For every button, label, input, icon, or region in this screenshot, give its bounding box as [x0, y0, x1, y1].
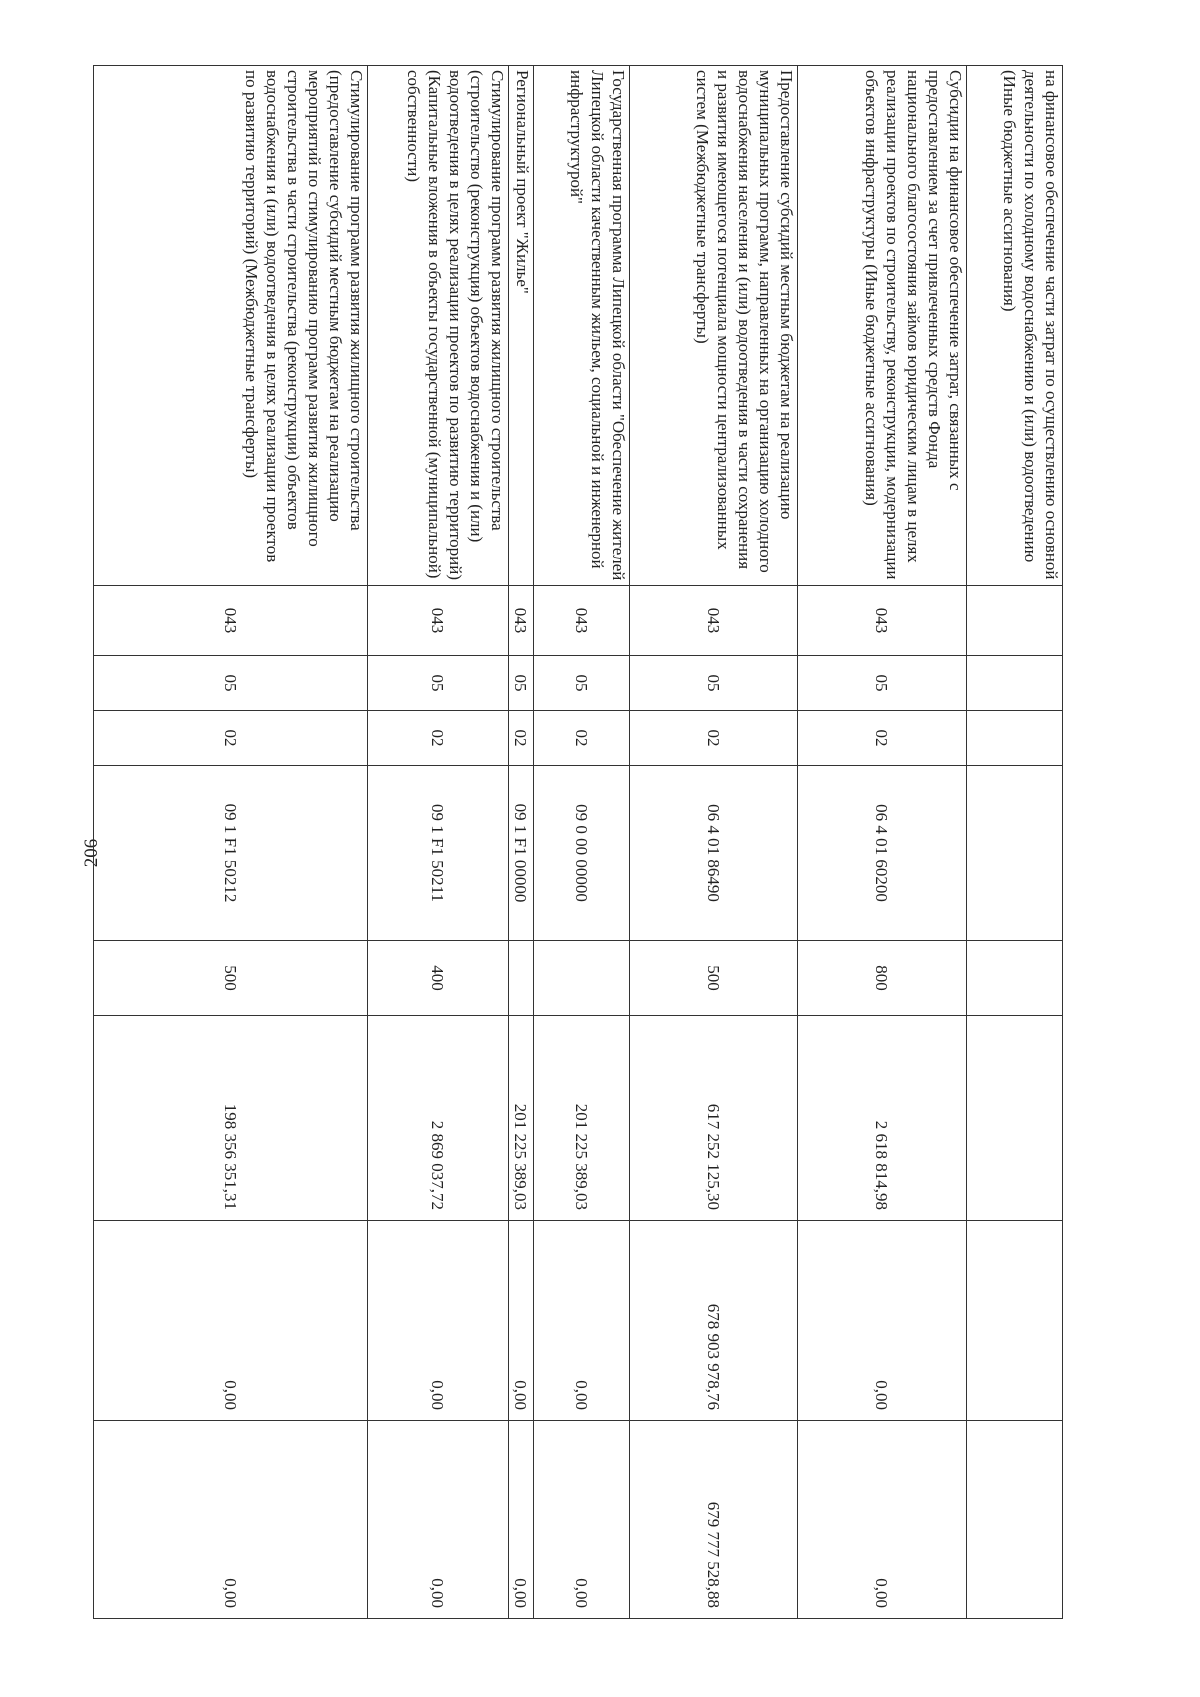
target-article-code: 09 1 F1 50212	[94, 766, 368, 941]
expense-type-code: 500	[630, 941, 798, 1016]
subsection-code: 02	[509, 711, 534, 766]
table-row	[967, 66, 1063, 1619]
section-code: 05	[509, 656, 534, 711]
target-article-code: 06 4 01 86490	[630, 766, 798, 941]
amount-year-1: 201 225 389,03	[534, 1016, 630, 1221]
amount-year-3	[967, 1421, 1063, 1619]
target-article-code: 09 1 F1 50211	[368, 766, 509, 941]
admin-code: 043	[94, 586, 368, 656]
amount-year-2: 678 903 978,76	[630, 1221, 798, 1421]
row-description: Стимулирование программ развития жилищного строительства (строительство (реконструкция) объектов водоснабжения и (или) водоотведения в целях реализации проектов по развитию территорий) (Капитальные вложения в объекты государственной (муниципальной) собственности)	[368, 66, 509, 586]
target-article-code: 09 1 F1 00000	[509, 766, 534, 941]
admin-code: 043	[534, 586, 630, 656]
table-row	[630, 66, 798, 1619]
amount-year-3: 0,00	[509, 1421, 534, 1619]
section-code: 05	[368, 656, 509, 711]
target-article-code: 06 4 01 60200	[798, 766, 967, 941]
section-code: 05	[630, 656, 798, 711]
budget-table-wrapper	[94, 65, 1063, 1618]
amount-year-2: 0,00	[509, 1221, 534, 1421]
admin-code	[967, 586, 1063, 656]
table-row	[368, 66, 509, 1619]
row-description: Субсидии на финансовое обеспечение затрат, связанных с предоставлением за счет привлеченных средств Фонда национального благосостояния займов юридическим лицам в целях реализации проектов по строительству, реконструкции, модернизации объектов инфраструктуры (Иные бюджетные ассигнования)	[798, 66, 967, 586]
admin-code: 043	[368, 586, 509, 656]
expense-type-code: 500	[94, 941, 368, 1016]
admin-code: 043	[509, 586, 534, 656]
expense-type-code	[509, 941, 534, 1016]
amount-year-3: 679 777 528,88	[630, 1421, 798, 1619]
admin-code: 043	[798, 586, 967, 656]
table-row	[94, 66, 368, 1619]
expense-type-code	[534, 941, 630, 1016]
page-number: 206	[81, 838, 102, 868]
section-code: 05	[534, 656, 630, 711]
row-description: Государственная программа Липецкой области "Обеспечение жителей Липецкой области качественным жильем, социальной и инженерной инфраструктурой"	[534, 66, 630, 586]
amount-year-1: 2 618 814,98	[798, 1016, 967, 1221]
subsection-code: 02	[94, 711, 368, 766]
amount-year-1: 2 869 037,72	[368, 1016, 509, 1221]
amount-year-2: 0,00	[534, 1221, 630, 1421]
row-description: Стимулирование программ развития жилищного строительства (предоставление субсидий местным бюджетам на реализацию мероприятий по стимулированию программ развития жилищного строительства в части строительства (реконструкции) объектов водоснабжения и (или) водоотведения в целях реализации проектов по развитию территорий) (Межбюджетные трансферты)	[94, 66, 368, 586]
target-article-code: 09 0 00 00000	[534, 766, 630, 941]
expense-type-code	[967, 941, 1063, 1016]
subsection-code: 02	[630, 711, 798, 766]
amount-year-2: 0,00	[368, 1221, 509, 1421]
row-description: на финансовое обеспечение части затрат по осуществлению основной деятельности по холодному водоснабжению и (или) водоотведению (Иные бюджетные ассигнования)	[967, 66, 1063, 586]
amount-year-3: 0,00	[798, 1421, 967, 1619]
subsection-code	[967, 711, 1063, 766]
row-description: Региональный проект "Жилье"	[509, 66, 534, 586]
expense-type-code: 800	[798, 941, 967, 1016]
section-code: 05	[94, 656, 368, 711]
expense-type-code: 400	[368, 941, 509, 1016]
amount-year-3: 0,00	[94, 1421, 368, 1619]
subsection-code: 02	[534, 711, 630, 766]
table-row	[534, 66, 630, 1619]
amount-year-1: 201 225 389,03	[509, 1016, 534, 1221]
admin-code: 043	[630, 586, 798, 656]
row-description: Предоставление субсидий местным бюджетам на реализацию муниципальных программ, направленных на организацию холодного водоснабжения населения и (или) водоотведения в части сохранения и развития имеющегося потенциала мощности централизованных систем (Межбюджетные трансферты)	[630, 66, 798, 586]
budget-table	[93, 65, 1063, 1619]
amount-year-3: 0,00	[534, 1421, 630, 1619]
amount-year-2	[967, 1221, 1063, 1421]
amount-year-1: 617 252 125,30	[630, 1016, 798, 1221]
amount-year-3: 0,00	[368, 1421, 509, 1619]
amount-year-1	[967, 1016, 1063, 1221]
section-code: 05	[798, 656, 967, 711]
table-row	[509, 66, 534, 1619]
section-code	[967, 656, 1063, 711]
amount-year-1: 198 356 351,31	[94, 1016, 368, 1221]
subsection-code: 02	[798, 711, 967, 766]
amount-year-2: 0,00	[798, 1221, 967, 1421]
amount-year-2: 0,00	[94, 1221, 368, 1421]
table-row	[798, 66, 967, 1619]
subsection-code: 02	[368, 711, 509, 766]
target-article-code	[967, 766, 1063, 941]
